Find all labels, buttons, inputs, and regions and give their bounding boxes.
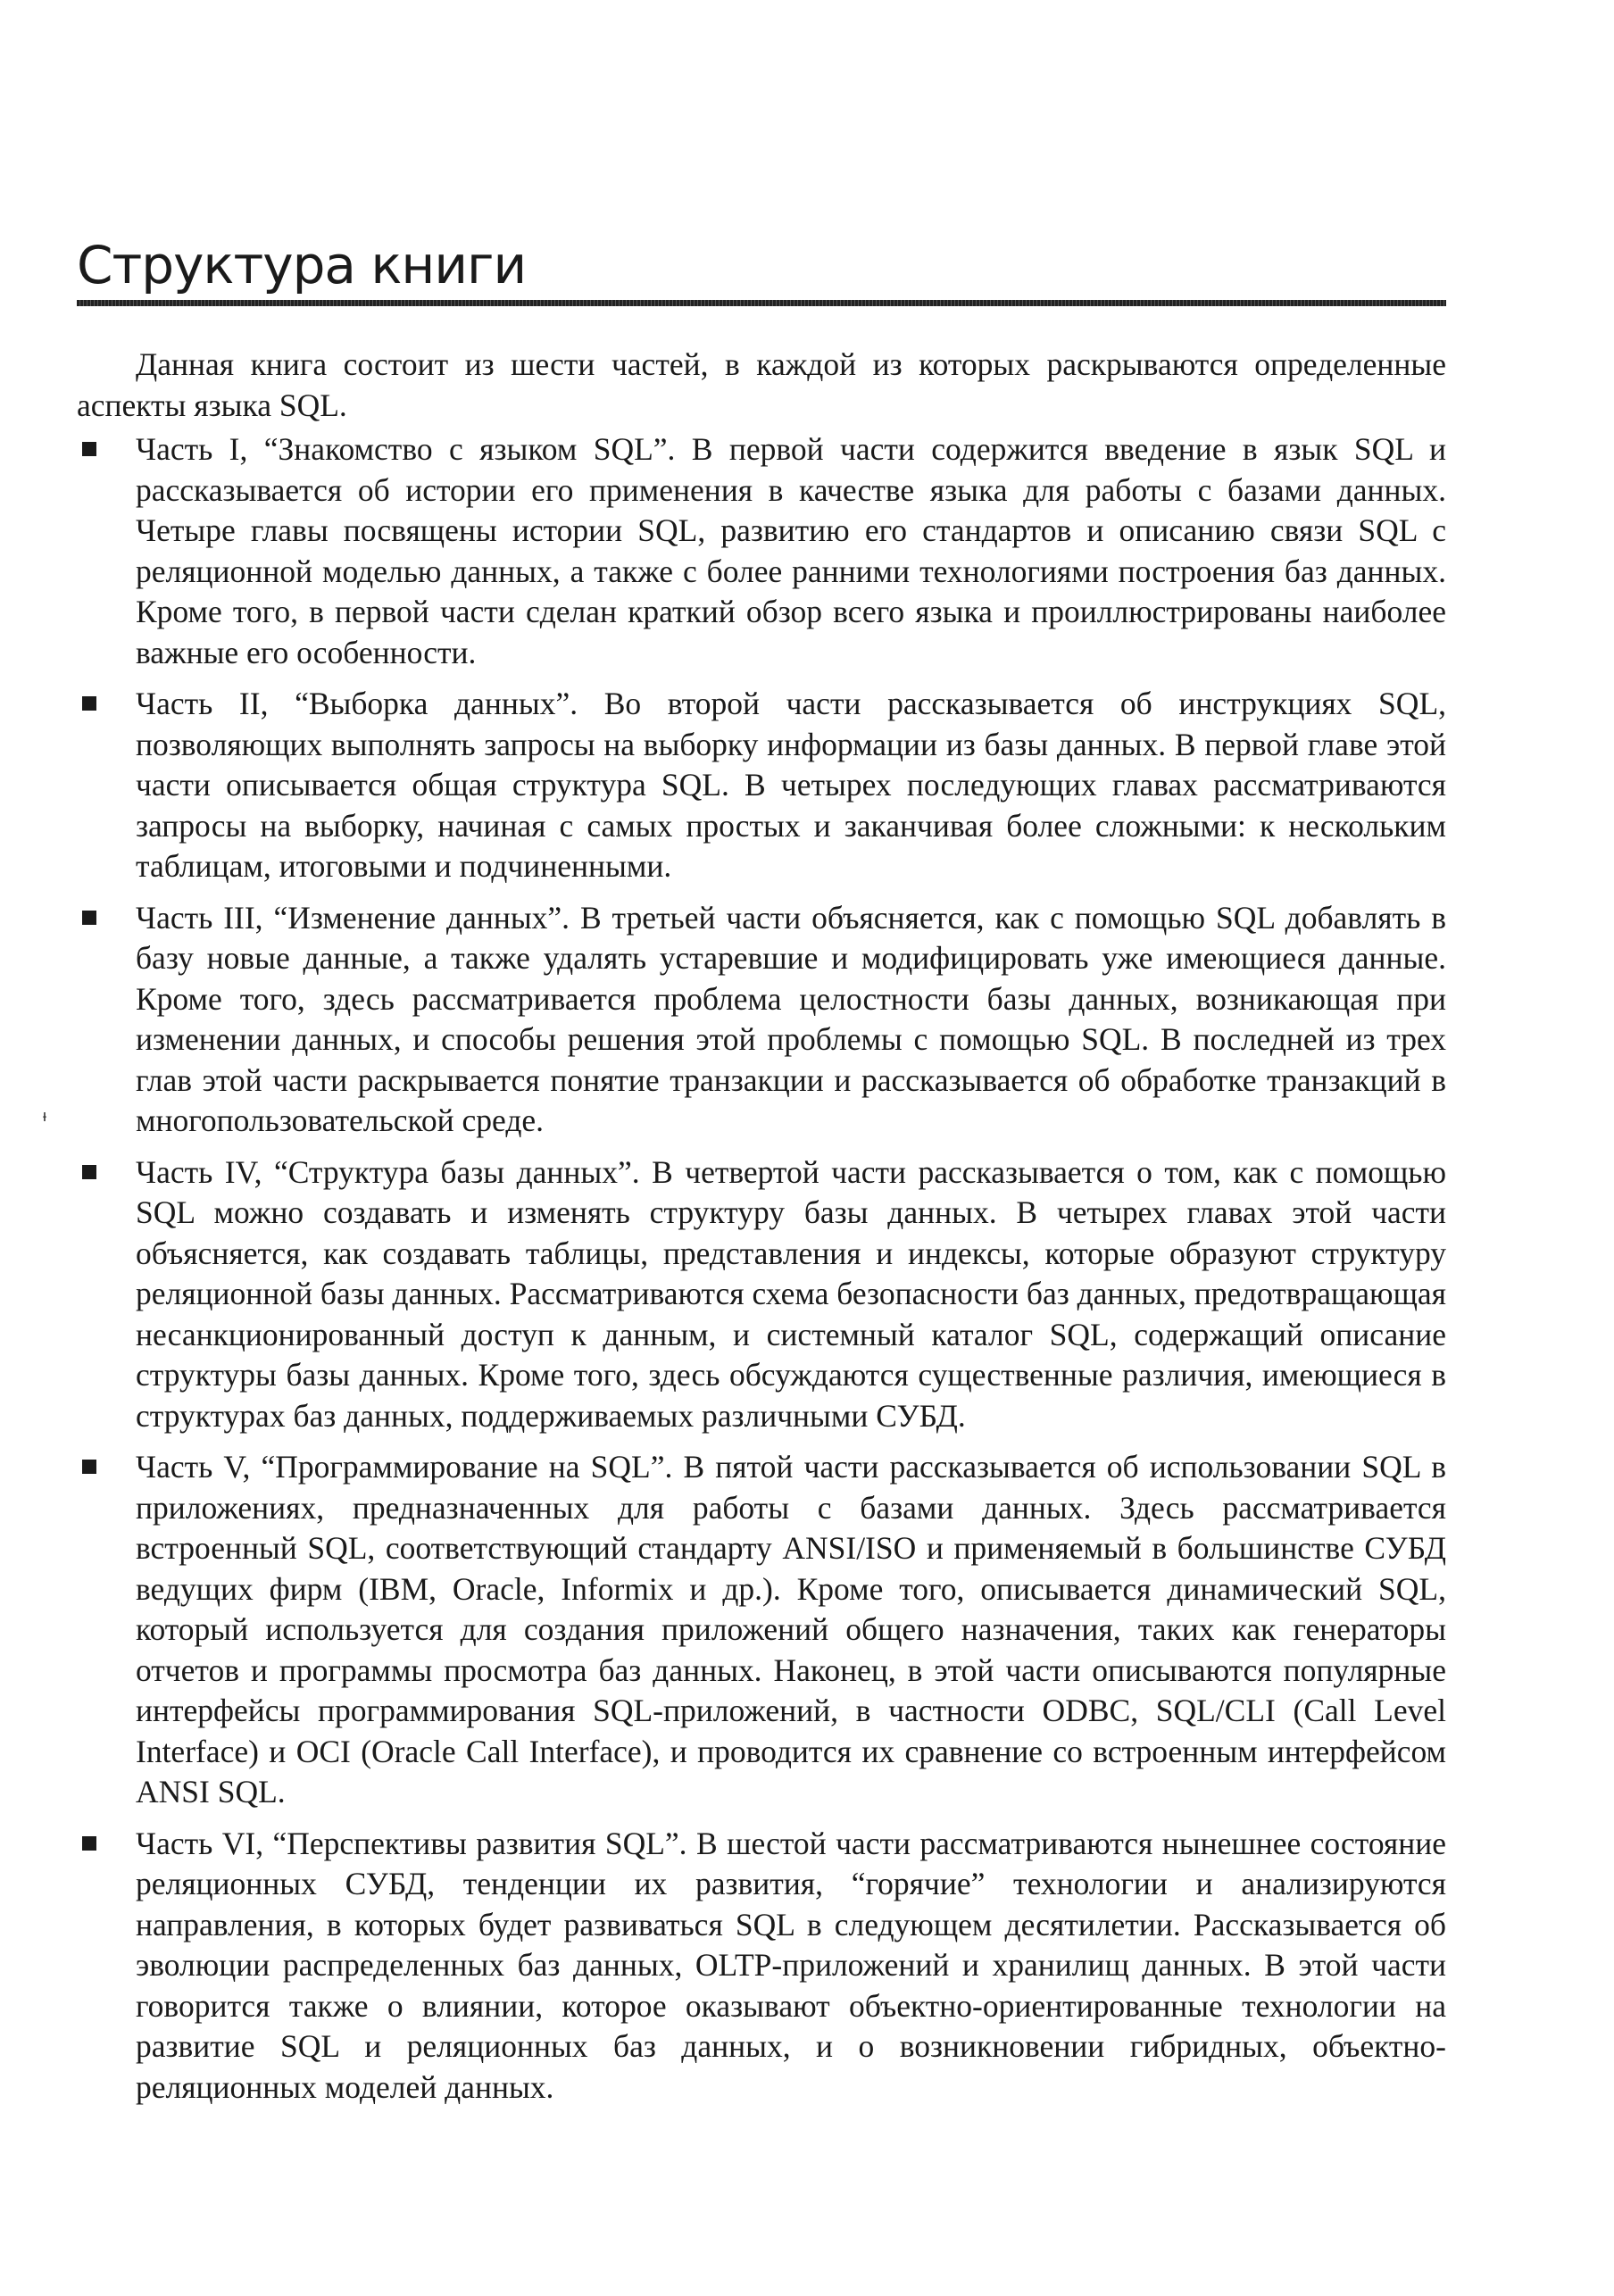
heading-rule [77,300,1446,306]
margin-mark-icon: ᵼ [43,1107,46,1126]
square-bullet-icon [82,911,96,925]
page-heading: Структура книги [77,235,527,295]
square-bullet-icon [82,442,96,456]
list-item-text: Часть VI, “Перспективы развития SQL”. В шестой части рассматриваются нынешнее состояние реляционных СУБД, тенденции их развития, “горячие” технологии и анализируются направления, в которых будет развиваться SQL в следующем десятилетии. Рассказывается об эволюции распределенных баз данных, OLTP-приложений и хранилищ данных. В этой части говорится также о влиянии, которое оказывают объектно-ориентированные технологии на развитие SQL и реляционных баз данных, и о возникновении гибридных, объектно-реляционных моделей данных. [136,1825,1446,2105]
list-item [77,429,1446,673]
list-item [77,1152,1446,1437]
parts-list [77,429,1446,2108]
page-content [77,345,1446,2118]
list-item-text: Часть IV, “Структура базы данных”. В четвертой части рассказывается о том, как с помощью SQL можно создавать и изменять структуру базы данных. В четырех главах этой части объясняется, как создавать таблицы, представления и индексы, которые образуют структуру реляционной базы данных. Рассматриваются схема безопасности баз данных, предотвращающая несанкционированный доступ к данным, и системный каталог SQL, содержащий описание структуры базы данных. Кроме того, здесь обсуждаются существенные различия, имеющиеся в структурах баз данных, поддерживаемых различными СУБД. [136,1153,1446,1434]
square-bullet-icon [82,1836,96,1851]
square-bullet-icon [82,1460,96,1474]
square-bullet-icon [82,696,96,711]
list-item [77,1447,1446,1813]
list-item [77,898,1446,1142]
list-item [77,1824,1446,2109]
list-item-text: Часть I, “Знакомство с языком SQL”. В первой части содержится введение в язык SQL и рассказывается об истории его применения в качестве языка для работы с базами данных. Четыре главы посвящены истории SQL, развитию его стандартов и описанию связи SQL с реляционной моделью данных, а также с более ранними технологиями построения баз данных. Кроме того, в первой части сделан краткий обзор всего языка и проиллюстрированы наиболее важные его особенности. [136,431,1446,670]
intro-paragraph: Данная книга состоит из шести частей, в каждой из которых раскрываются определенные аспекты языка SQL. [77,346,1446,423]
list-item-text: Часть III, “Изменение данных”. В третьей части объясняется, как с помощью SQL добавлять в базу новые данные, а также удалять устаревшие и модифицировать уже имеющиеся данные. Кроме того, здесь рассматривается проблема целостности базы данных, возникающая при изменении данных, и способы решения этой проблемы с помощью SQL. В последней из трех глав этой части раскрывается понятие транзакции и рассказывается об обработке транзакций в многопользовательской среде. [136,899,1446,1138]
list-item-text: Часть II, “Выборка данных”. Во второй части рассказывается об инструкциях SQL, позволяющих выполнять запросы на выборку информации из базы данных. В первой главе этой части описывается общая структура SQL. В четырех последующих главах рассматриваются запросы на выборку, начиная с самых простых и заканчивая более сложными: к нескольким таблицам, итоговыми и подчиненными. [136,686,1446,884]
list-item [77,684,1446,887]
list-item-text: Часть V, “Программирование на SQL”. В пятой части рассказывается об использовании SQL в приложениях, предназначенных для работы с базами данных. Здесь рассматривается встроенный SQL, соответствующий стандарту ANSI/ISO и применяемый в большинстве СУБД ведущих фирм (IBM, Oracle, Informix и др.). Кроме того, описывается динамический SQL, который используется для создания приложений общего назначения, таких как генераторы отчетов и программы просмотра баз данных. Наконец, в этой части описываются популярные интерфейсы программирования SQL-приложений, в частности ODBC, SQL/CLI (Call Level Interface) и OCI (Oracle Call Interface), и проводится их сравнение со встроенным интерфейсом ANSI SQL. [136,1449,1446,1809]
square-bullet-icon [82,1165,96,1179]
